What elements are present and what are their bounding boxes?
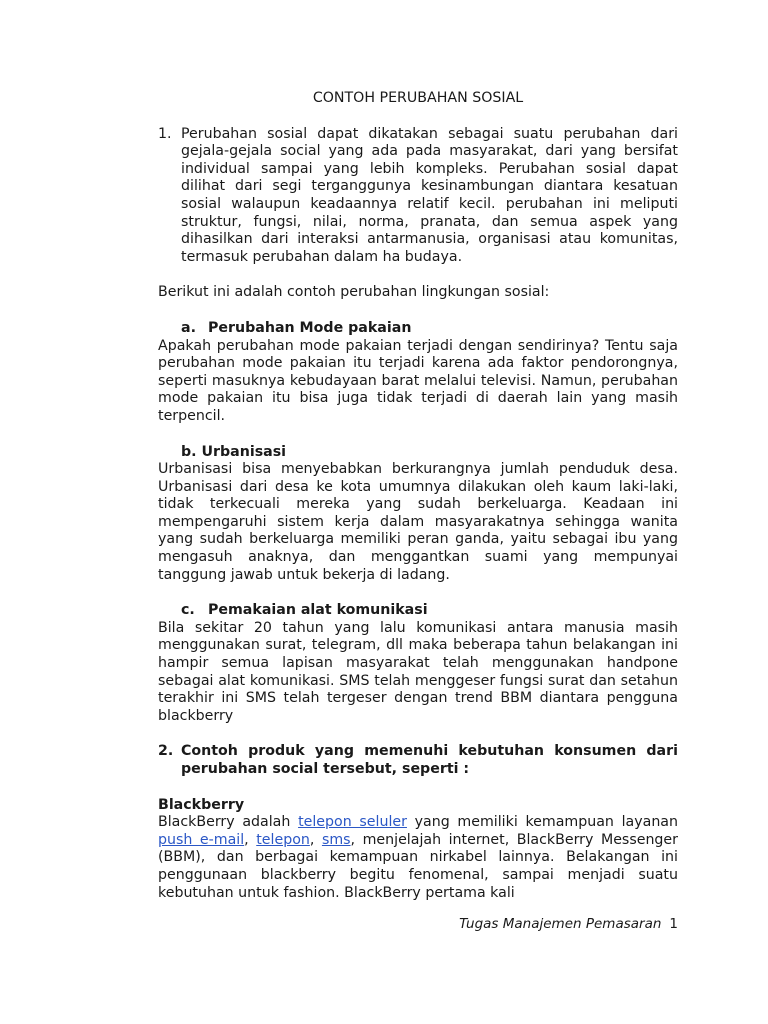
section-c-body: Bila sekitar 20 tahun yang lalu komunikasi antara manusia masih menggunakan surat, telegram, dll maka beberapa tahun belakangan ini hampir semua lapisan masyarakat telah menggunakan handpone sebagai alat komunikasi. SMS telah menggeser fungsi surat dan setahun terakhir ini SMS telah tergeser dengan trend BBM diantara pengguna blackberry bbox=[158, 619, 678, 724]
section-a-marker: a. bbox=[181, 319, 196, 336]
footer-label: Tugas Manajemen Pemasaran bbox=[459, 916, 662, 932]
bb-text-2: yang memiliki kemampuan layanan bbox=[406, 814, 678, 831]
list-number-2: 2. bbox=[158, 743, 174, 760]
section-c-marker: c. bbox=[181, 602, 195, 619]
list-number-1: 1. bbox=[158, 125, 172, 142]
list-item-2 bbox=[158, 743, 678, 778]
bb-text-4: , bbox=[309, 831, 322, 848]
section-b-heading: b. Urbanisasi bbox=[181, 443, 287, 460]
link-telepon[interactable]: telepon bbox=[256, 831, 310, 848]
page-title: CONTOH PERUBAHAN SOSIAL bbox=[312, 90, 524, 106]
bb-text-1: BlackBerry adalah bbox=[158, 814, 299, 831]
section-b-body: Urbanisasi bisa menyebabkan berkurangnya jumlah penduduk desa. Urbanisasi dari desa ke kota umumnya dilakukan oleh kaum laki-laki, tidak terkecuali mereka yang sudah berkeluarga. Keadaan ini mempengaruhi sistem kerja dalam masyarakatnya sehingga wanita yang sudah berkeluarga memiliki peran ganda, yaitu sebagai ibu yang mengasuh anaknya, dan menggantkan suami yang mempunyai tanggung jawab untuk bekerja di ladang. bbox=[158, 461, 678, 583]
section-c-heading bbox=[158, 602, 678, 620]
list-item-2-text: Contoh produk yang memenuhi kebutuhan konsumen dari perubahan social tersebut, seperti : bbox=[181, 743, 678, 777]
link-telepon-seluler[interactable]: telepon seluler bbox=[298, 814, 407, 831]
section-a-body: Apakah perubahan mode pakaian terjadi dengan sendirinya? Tentu saja perubahan mode pakaian itu terjadi karena ada faktor pendorongnya, seperti masuknya kebudayaan barat melalui televisi. Namun, perubahan mode pakaian itu bisa juga tidak terjadi di daerah lain yang masih terpencil. bbox=[158, 337, 678, 424]
section-a-heading bbox=[158, 320, 678, 338]
bb-text-3: , bbox=[244, 831, 257, 848]
list-item-1-text: Perubahan sosial dapat dikatakan sebagai suatu perubahan dari gejala-gejala social yang ada pada masyarakat, dari yang bersifat individual sampai yang lebih kompleks. Perubahan sosial dapat dilihat dari segi terganggunya kesinambungan diantara kesatuan sosial walaupun keadaannya relatif kecil. perubahan ini meliputi struktur, fungsi, nilai, norma, pranata, dan semua aspek yang dihasilkan dari interaksi antarmanusia, organisasi atau komunitas, termasuk perubahan dalam ha budaya. bbox=[181, 125, 678, 265]
intro-paragraph: Berikut ini adalah contoh perubahan lingkungan sosial: bbox=[158, 284, 550, 301]
link-sms[interactable]: sms bbox=[321, 831, 351, 848]
page-number: 1 bbox=[669, 916, 678, 932]
section-c-title: Pemakaian alat komunikasi bbox=[208, 602, 428, 619]
blackberry-paragraph bbox=[158, 814, 678, 902]
link-push-email[interactable]: push e-mail bbox=[158, 831, 245, 848]
section-a-title: Perubahan Mode pakaian bbox=[208, 319, 412, 336]
bb-text-5: , menjelajah internet, BlackBerry Messenger (BBM), dan berbagai kemampuan nirkabel lainnya. Belakangan ini penggunaan blackberry begitu fenomenal, sampai menjadi suatu kebutuhan untuk fashion. BlackBerry pertama kali bbox=[158, 831, 678, 901]
blackberry-heading: Blackberry bbox=[158, 796, 245, 813]
page-content bbox=[158, 90, 678, 902]
list-item-1 bbox=[158, 126, 678, 267]
page-footer bbox=[459, 916, 678, 934]
